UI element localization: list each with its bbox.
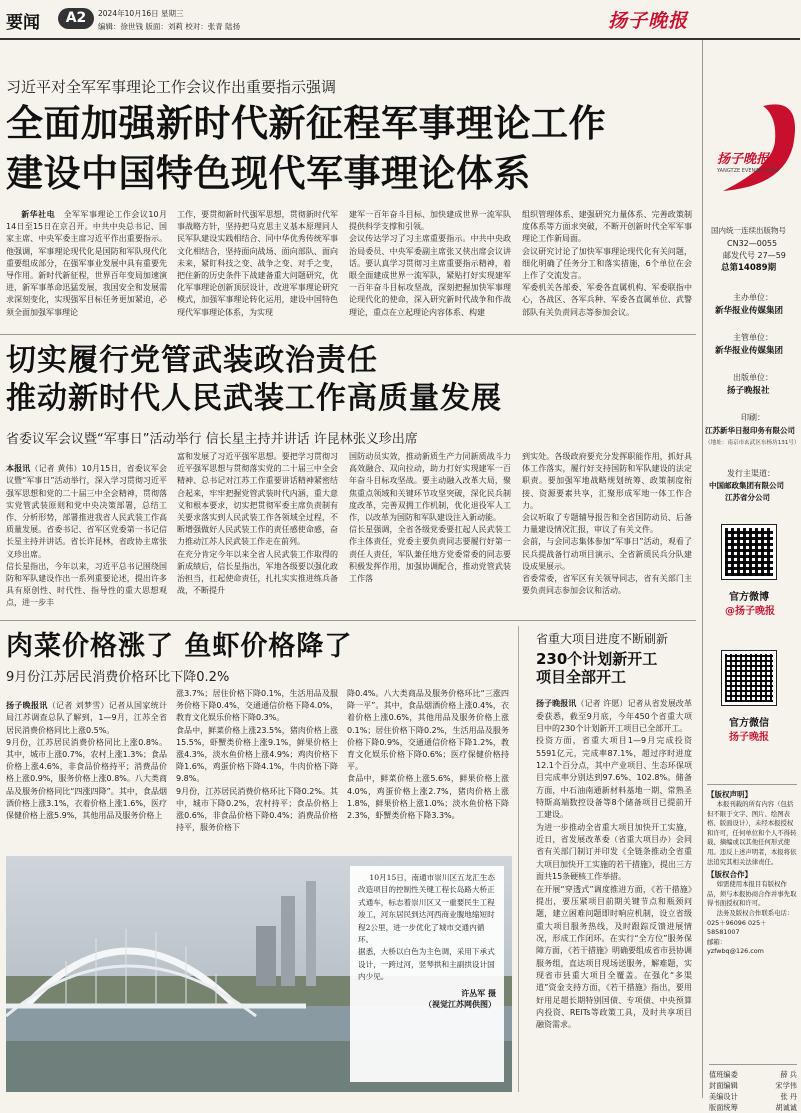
section-name: 要闻 (6, 13, 40, 33)
brand-swoosh-icon (703, 86, 801, 196)
story2-column-1: 本报讯（记者 黄伟）10月15日，省委议军会议暨“军事日”活动举行，深入学习贯彻习近平强军思想和党的二十届三中全会精神，贯彻落实党管武装原则和党中央决策部署，总结工作、分析形势，部署推进我省人民武装工作高质量发展。省委书记、省军区党委第一书记信长星主持并讲话。省长许昆林，省政协主席张义珍出席。 信长星指出，今年以来，习近平总书记围绕国防和军队建设作出一系列重要论述，提出许多具有原创性、时代性、指导性的重大思想观点，进一步丰 (6, 464, 168, 608)
credits-list (709, 1064, 797, 1113)
story3-subtitle: 9月份江苏居民消费价格环比下降0.2% (6, 670, 230, 685)
cn-label: 国内统一连续出版物号 (711, 226, 786, 235)
story-major-projects (524, 626, 696, 1096)
lead-column-1: 新华社电 全军军事理论工作会议10月14日至15日在京召开。中共中央总书记、国家主席、中央军委主席习近平作出重要指示。他强调，军事理论现代化是国防和军队现代化重要组成部分，在强军事业发展中具有重要先导作用。新时代新征程，世界百年变局加速演进，新军事革命迅猛发展，我国安全和发展需求深刻变化，实现强军目标任务更加紧迫，必须全面加强军事理论 (6, 210, 167, 317)
credit-row: 美编设计 张 丹 (709, 1092, 797, 1101)
story2-column-2: 富和发展了习近平强军思想。要把学习贯彻习近平强军思想与贯彻落实党的二十届三中全会精神、总书记对江苏工作重要讲话精神紧密结合起来，牢牢把握党管武装时代内涵，重大意义和根本要求，切实把贯彻军委主席负责制有关要求落实到人民武装工作各领域全过程，不断增强做好人民武装工作的责任感使命感，奋力推动江苏人民武装工作走在前列。 在充分肯定今年以来全省人民武装工作取得的新成绩后，信长星指出，军地各级要以强化政治担当，扛起使命责任，扎扎实实推进练兵备战，不断提升 (177, 452, 338, 596)
lead-kicker: 习近平对全军军事理论工作会议作出重要指示强调 (6, 78, 337, 96)
story4-byline: 扬子晚报讯 (536, 699, 577, 709)
weibo-label: 官方微博 (729, 592, 769, 603)
lead-column-4: 组织管理体系、建强研究力量体系、完善政策制度体系等方面求突破，不断开创新时代全军军事理论工作新局面。 会议研究讨论了加快军事理论现代化有关问题，细化明确了任务分工和落实措施，6个单位在会上作了交流发言。 军委机关各部委、军委各直属机构、军委联指中心，各战区、各军兵种、军委各直属单位、武警部队有关负责同志等参加会议。 (522, 210, 692, 317)
story2-subtitle: 省委议军会议暨“军事日”活动举行 信长星主持并讲话 许昆林张义珍出席 (6, 432, 418, 447)
distributor-1: 中国邮政集团有限公司 (709, 481, 784, 490)
credit-row: 值班编委 薛 兵 (709, 1070, 797, 1079)
story2-column-3: 国防动员实效，推动新质生产力同新质战斗力高效融合、双向拉动，助力打好实现建军一百年奋斗目标攻坚战。要主动融入改革大局，聚焦重点领域和关键环节攻坚突破，深化民兵制度改革，完善双拥工作机制，优化退役军人工作，以改革为国防和军队建设注入新动能。 信长星强调，全省各级党委要扛起人民武装工作主体责任，党委主要负责同志要履行好第一责任人责任，军队兼任地方党委常委的同志要积极发挥作用，加强协调配合，推动党管武装工作落 (349, 452, 511, 584)
page-header (0, 0, 800, 40)
lead-story (0, 40, 700, 340)
rights-text: 本报刊载的所有内容（包括但不限于文字、图片、绘图表格、版面设计），未经本报授权和许可，任何单位和个人不得转载、摘编或以其他任何形式使用。违反上述声明者，本报将依法追究其相关法律责任。 (707, 800, 797, 866)
credit-row: 版面统筹 胡诚诚 (709, 1103, 797, 1112)
publisher-label: 主管单位： (733, 333, 773, 342)
lead-byline: 新华社电 (21, 210, 56, 219)
story-prices (0, 624, 520, 854)
wechat-name: 扬子晚报 (729, 732, 769, 743)
sidebar (702, 40, 800, 1112)
story2-headline-line2: 推动新时代人民武装工作高质量发展 (6, 381, 502, 416)
rights-title: 【版权声明】 (707, 790, 752, 799)
cn-number: CN32—0055 (727, 239, 778, 248)
coop-text: 如需使用本报目有版权作品，须与本报协商合作并事先取得书面授权和许可。 (707, 880, 797, 908)
lead-headline-line2: 建设中国特色现代军事理论体系 (6, 152, 531, 195)
weibo-qr-code (721, 524, 777, 580)
page-number-badge: A2 (58, 8, 94, 29)
sponsor-label: 主办单位： (733, 293, 773, 302)
sponsor: 新华报业传媒集团 (715, 306, 784, 316)
dist-label: 发行主渠道： (727, 469, 775, 478)
story2-column-4: 到实处。各级政府要充分发挥职能作用，抓好具体工作落实，履行好支持国防和军队建设的法定职责。要加强军地战略规划统筹、政策制度衔接、资源要素共享，汇聚形成军地一体工作合力。 会议听取了专题辅导报告和全省国防动员、后备力量建设情况汇报，审议了有关文件。 会前，与会同志集体参加“军事日”活动，观看了民兵提战备行动项目演示、全省新质民兵分队建设成果展示。 省委常委，省军区有关领导同志，省有关部门主要负责同志参加会议和活动。 (522, 452, 692, 596)
credit-row: 封面编辑 宋学伟 (709, 1081, 797, 1090)
wechat-qr-code (721, 650, 777, 706)
issue-number: 总第14089期 (721, 263, 777, 273)
brand-english: YANGTZE EVENING POST (717, 168, 780, 174)
story3-headline: 肉菜价格涨了 鱼虾价格降了 (6, 631, 353, 662)
coop-title: 【版权合作】 (707, 870, 752, 880)
email-link[interactable]: yzfwbq@126.com (707, 947, 764, 956)
story4-kicker: 省重大项目进度不断刷新 (536, 632, 669, 646)
issue-date: 2024年10月16日 星期三 (98, 9, 184, 18)
story3-column-3: 降0.4%。八大类商品及服务价格环比“三涨四降一平”。其中，食品烟酒价格上涨0.4%，衣着价格上涨0.6%，其他用品及服务价格上涨0.1%；居住价格下降0.2%，生活用品及服务价格下降0.9%，交通通信价格下降1.2%，教育文化娱乐价格下降0.6%；医疗保健价格持平。 食品中，鲜菜价格上涨5.6%，鲜果价格上涨4.0%，鸡蛋价格上涨2.7%，猪肉价格上涨1.8%，鲜果价格上涨1.0%；淡水鱼价格下降2.3%，虾蟹类价格下降3.3%。 (347, 689, 509, 821)
editor-line: 编辑：徐世钱 版面：刘莉 校对：张青 陆扬 (98, 22, 241, 31)
contact-text: 法务及版权合作联系电话：025＋96096 025＋58581007 (707, 908, 794, 937)
story2-headline-line1: 切实履行党管武装政治责任 (6, 343, 378, 378)
weibo-handle: @扬子晚报 (725, 606, 775, 617)
wechat-label: 官方微信 (729, 718, 769, 729)
story3-column-1: 扬子晚报讯（记者 刘梦雪）记者从国家统计局江苏调查总队了解到，1—9月，江苏全省居民消费价格同比上涨0.5%。 9月份，江苏居民消费价格同比上涨0.8%。其中，城市上涨0.7%，农村上涨1.3%；食品价格上涨4.6%，非食品价格持平；消费品价格上涨0.9%，服务价格上涨0.8%。八大类商品及服务价格同比“四涨四降”。其中，食品烟酒价格上涨3.1%，衣着价格上涨1.6%，医疗保健价格上涨5.9%，其他用品及服务价格上 (6, 701, 168, 821)
post-code: 邮发代号 27—59 (723, 251, 786, 260)
pub-label: 出版单位： (733, 373, 773, 382)
publisher: 新华报业传媒集团 (715, 346, 784, 356)
photo-caption-box (350, 866, 504, 1082)
bridge-photo (6, 856, 512, 1092)
rights-box (707, 784, 797, 1024)
story4-body: 扬子晚报讯（记者 许愿）记者从省发展改革委获悉，截至9月底，今年450个省重大项目中的230个计划新开工项目已全部开工。 投资方面，省重大项目1—9月完成投资5591亿元，完成率87.1%，超过序时进度12.1个百分点，其中产业项目、生态环保项目完成率分别达到97.6%、102.8%。储备方面，中石油南通新材料基地一期、常熟圣特斯高端数控设备等8个储备项目已提前开工建设。 为进一步推动全省重大项目加快开工实施，近日，省发展改革委（省重大项目办）会同省有关部门制订并印发《全链条推动全省重大项目加快开工实施的若干措施》，提出三方面共15条硬核工作举措。 在开展“穿透式”调度推进方面，《若干措施》提出，要压紧项目前期关键节点和瓶颈问题，建立困难问题即时响应机制，设立省级重大项目服务热线，及时跟踪反馈进展情况，形成工作闭环。在实行“全方位”服务保障方面，《若干措施》明确要组成省市县协调服务组，直达项目现场送服务，解难题，实现省市县重大项目全覆盖。在强化“多渠道”资金支持方面，《若干措施》指出，要用好用足超长期特别国债、专项债、中央预算内投资、REITs等政策工具，及时共享项目融资需求。 (536, 699, 693, 1030)
divider-vertical (518, 626, 519, 1092)
divider-2 (0, 620, 696, 621)
distributor-2: 江苏省分公司 (725, 493, 770, 502)
printer-label: 印刷： (741, 413, 765, 422)
story4-headline-line2: 项目全部开工 (536, 668, 627, 686)
lead-column-2: 工作，要贯彻新时代强军思想，贯彻新时代军事战略方针，坚持把马克思主义基本原理同人民军队建设实践相结合、同中华优秀传统军事文化相结合，坚持面向战场、面向部队、面向未来，紧盯科技之变、战争之变、对手之变，把住新的历史条件下战建备重大问题研究，优化军事理论创新顶层设计，改进军事理论研究模式，加强军事理论转化运用，建设中国特色现代军事理论体系，为实现 (177, 210, 338, 317)
story4-headline-line1: 230个计划新开工 (536, 650, 658, 668)
divider-1 (0, 334, 696, 335)
story3-column-2: 涨3.7%；居住价格下降0.1%，生活用品及服务价格下降0.4%，交通通信价格下降4.0%，教育文化娱乐价格下降0.3%。 食品中，鲜菜价格上涨23.5%，猪肉价格上涨15.5%，虾蟹类价格上涨9.1%，鲜果价格上涨4.3%，淡水鱼价格上涨4.9%；鸡肉价格下降1.6%，鸡蛋价格下降4.1%，牛肉价格下降9.8%。 9月份，江苏居民消费价格环比下降0.2%。其中，城市下降0.2%，农村持平；食品价格上涨0.6%，非食品价格下降0.4%；消费品价格持平，服务价格下 (176, 689, 338, 833)
story2-byline: 本报讯 (6, 464, 31, 474)
lead-column-3: 建军一百年奋斗目标、加快建成世界一流军队提供科学支撑和引领。 会议传达学习了习主席重要指示。中共中央政治局委员、中央军委副主席张又侠出席会议讲话。要认真学习贯彻习主席重要指示精神，着眼全面建成世界一流军队，紧贴打好实现建军一百年奋斗目标攻坚战，深刻把握加快军事理论现代化的使命，深入研究新时代战争和作战理论，重点在立起理论内容体系、构建 (349, 210, 511, 317)
photo-credit: 许丛军 摄 (461, 988, 496, 998)
printer-address: （地址：南京市玄武区东杨坊131号） (705, 440, 800, 446)
photo-source: （视觉江苏网供图） (424, 999, 496, 1009)
lead-headline-line1: 全面加强新时代新征程军事理论工作 (6, 102, 606, 145)
printer: 江苏新华日报印务有限公司 (705, 426, 795, 435)
masthead-logo: 扬子晚报 (608, 10, 689, 32)
brand-logo: 扬子晚报 (717, 152, 770, 167)
story-armed-forces (0, 340, 700, 625)
photo-caption: 10月15日，南通市崇川区五龙汇生态改造项目的控制性关键工程长岛路大桥正式通车，标志着崇川区又一重要民生工程竣工，河东居民到达河西商业腹地缩短时程2公里，进一步优化了城市交通内循环。 据悉，大桥以白色为主色调，采用下承式设计，一跨过河，竖琴拱和主副拱设计国内少见。 (358, 873, 496, 982)
email-line: 邮箱： yzfwbq@126.com (707, 937, 764, 956)
pub: 扬子晚报社 (727, 386, 770, 396)
story3-byline: 扬子晚报讯 (6, 701, 48, 711)
